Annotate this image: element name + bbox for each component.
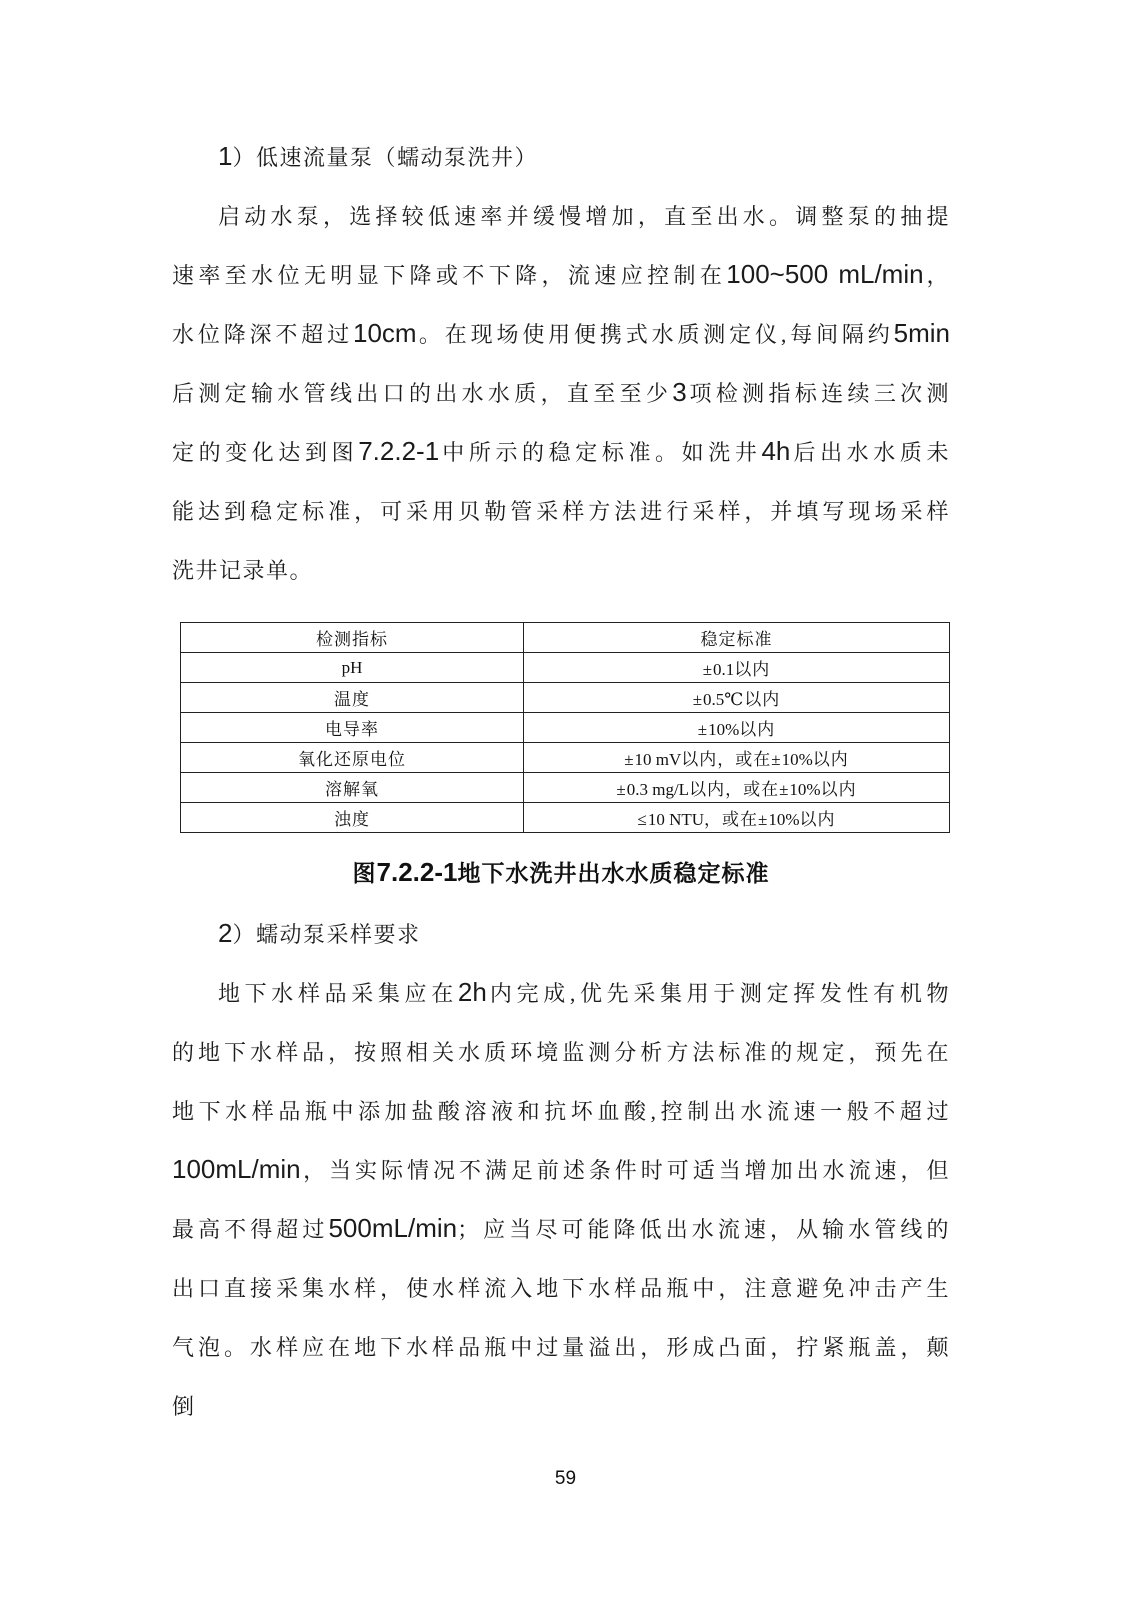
latin-text: 7.2.2-1 <box>358 436 440 466</box>
water-quality-stability-table <box>180 622 950 833</box>
latin-text: 0.1 <box>713 660 735 679</box>
latin-text: 2 <box>218 918 233 948</box>
latin-text: 5min <box>893 318 950 348</box>
latin-text: 2h <box>457 977 487 1007</box>
text-line: 水位降深不超过10cm。在现场使用便携式水质测定仪,每间隔约5min <box>172 318 950 348</box>
table-header-indicator: 检测指标 <box>181 623 524 653</box>
text-line: 能达到稳定标准，可采用贝勒管采样方法进行采样，并填写现场采样 <box>172 499 950 524</box>
text-line: 洗井记录单。 <box>172 558 314 583</box>
section-1-pump-purging <box>172 128 950 600</box>
text-line: 后测定输水管线出口的出水水质，直至至少3项检测指标连续三次测 <box>172 377 950 407</box>
table-row <box>181 773 950 803</box>
text-line: 1）低速流量泵（蠕动泵洗井） <box>218 141 538 171</box>
text-line: 倒 <box>172 1394 196 1419</box>
latin-text: 0.3 mg/L <box>626 780 690 799</box>
table-caption: 图7.2.2-1地下水洗井出水水质稳定标准 <box>352 857 770 887</box>
text-line: 出口直接采集水样，使水样流入地下水样品瓶中，注意避免冲击产生 <box>172 1276 950 1301</box>
text-line: 2）蠕动泵采样要求 <box>218 918 421 948</box>
table-cell-indicator: 电导率 <box>181 713 524 743</box>
text-line: 启动水泵，选择较低速率并缓慢增加，直至出水。调整泵的抽提 <box>218 204 950 229</box>
latin-text: 10% <box>708 720 740 739</box>
table-cell-standard: ±0.1以内 <box>524 653 950 683</box>
table-row <box>181 803 950 833</box>
table-header-standard: 稳定标准 <box>524 623 950 653</box>
table-row <box>181 683 950 713</box>
table-row <box>181 653 950 683</box>
section-2-sampling-requirements <box>172 905 950 1436</box>
text-line: 地下水样品瓶中添加盐酸溶液和抗坏血酸,控制出水流速一般不超过 <box>172 1099 950 1124</box>
latin-text: 1 <box>218 141 233 171</box>
table-row <box>181 713 950 743</box>
text-line: 的地下水样品，按照相关水质环境监测分析方法标准的规定，预先在 <box>172 1040 950 1065</box>
table-cell-standard: ±10 mV以内，或在±10%以内 <box>524 743 950 773</box>
latin-text: 4h <box>761 436 791 466</box>
table-cell-standard: ±0.3 mg/L以内，或在±10%以内 <box>524 773 950 803</box>
text-line: 最高不得超过500mL/min；应当尽可能降低出水流速，从输水管线的 <box>172 1213 950 1243</box>
latin-text: 100~500 mL/min <box>726 259 924 289</box>
table-cell-standard: ≤10 NTU，或在±10%以内 <box>524 803 950 833</box>
latin-text: 10% <box>781 750 813 769</box>
latin-text: 10cm <box>352 318 417 348</box>
table-cell-indicator: 溶解氧 <box>181 773 524 803</box>
latin-text: pH <box>341 657 363 677</box>
text-line: 100mL/min，当实际情况不满足前述条件时可适当增加出水流速，但 <box>172 1154 950 1184</box>
latin-text: 100mL/min <box>172 1154 301 1184</box>
text-line: 速率至水位无明显下降或不下降，流速应控制在100~500 mL/min， <box>172 259 950 289</box>
table-row <box>181 743 950 773</box>
latin-text: 10% <box>789 780 821 799</box>
table-cell-indicator <box>181 653 524 683</box>
table-cell-standard: ±10%以内 <box>524 713 950 743</box>
text-line: 定的变化达到图7.2.2-1中所示的稳定标准。如洗井4h后出水水质未 <box>172 436 950 466</box>
latin-text: 3 <box>672 377 687 407</box>
latin-text: 10 mV <box>634 750 682 769</box>
page-number: 59 <box>554 1468 577 1489</box>
latin-text: 10 NTU <box>647 810 705 829</box>
text-line: 地下水样品采集应在2h内完成,优先采集用于测定挥发性有机物 <box>218 977 950 1007</box>
latin-text: 500mL/min <box>328 1213 458 1243</box>
table-cell-standard: ±0.5℃以内 <box>524 683 950 713</box>
table-cell-indicator: 温度 <box>181 683 524 713</box>
table-header-row <box>181 623 950 653</box>
latin-text: 7.2.2-1 <box>376 857 458 887</box>
latin-text: 10% <box>768 810 800 829</box>
text-line: 气泡。水样应在地下水样品瓶中过量溢出，形成凸面，拧紧瓶盖，颠 <box>172 1335 950 1360</box>
table-cell-indicator: 浊度 <box>181 803 524 833</box>
table-body <box>181 653 950 833</box>
latin-text: 0.5 <box>703 690 725 709</box>
table-cell-indicator: 氧化还原电位 <box>181 743 524 773</box>
